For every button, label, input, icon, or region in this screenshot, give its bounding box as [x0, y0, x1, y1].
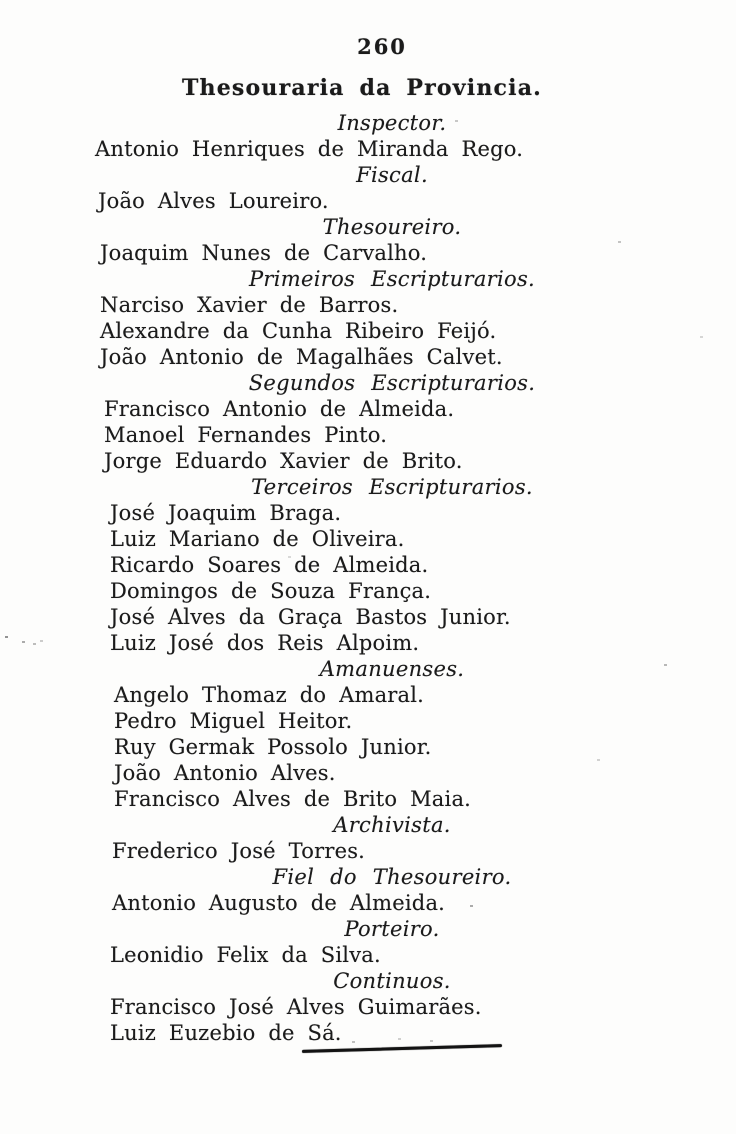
name-list: [68, 500, 668, 656]
name-list: [68, 136, 668, 162]
section-heading: Fiel do Thesoureiro.: [272, 865, 512, 889]
roster-section: [68, 266, 668, 370]
roster-section: [68, 916, 668, 968]
name-list: [68, 240, 668, 266]
name-list: [68, 994, 668, 1046]
person-name: João Antonio Alves.: [114, 761, 336, 785]
person-name: Antonio Henriques de Miranda Rego.: [95, 137, 524, 161]
person-name: Luiz Euzebio de Sá.: [110, 1021, 342, 1045]
roster-section: [68, 162, 668, 214]
name-list: [68, 682, 668, 812]
roster-section: [68, 968, 668, 1046]
section-heading: Inspector.: [337, 111, 447, 135]
page-number: 260: [357, 34, 407, 59]
name-list: [68, 942, 668, 968]
roster-section: [68, 656, 668, 812]
name-list: [68, 188, 668, 214]
section-heading: Fiscal.: [356, 163, 428, 187]
section-heading: Segundos Escripturarios.: [248, 371, 536, 395]
person-name: José Alves da Graça Bastos Junior.: [110, 605, 511, 629]
person-name: João Alves Loureiro.: [98, 189, 329, 213]
section-heading: Primeiros Escripturarios.: [248, 267, 535, 291]
person-name: Ricardo Soares de Almeida.: [110, 553, 429, 577]
section-heading: Archivista.: [333, 813, 451, 837]
roster-section: [68, 812, 668, 864]
section-heading: Amanuenses.: [319, 657, 465, 681]
section-heading: Continuos.: [333, 969, 451, 993]
person-name: Leonidio Felix da Silva.: [110, 943, 381, 967]
roster-section: [68, 214, 668, 266]
name-list: [68, 838, 668, 864]
person-name: Manoel Fernandes Pinto.: [104, 423, 388, 447]
person-name: José Joaquim Braga.: [110, 501, 342, 525]
person-name: Pedro Miguel Heitor.: [114, 709, 353, 733]
person-name: Domingos de Souza França.: [110, 579, 432, 603]
section-heading: Thesoureiro.: [322, 215, 462, 239]
person-name: João Antonio de Magalhães Calvet.: [100, 345, 503, 369]
person-name: Jorge Eduardo Xavier de Brito.: [104, 449, 463, 473]
name-list: [68, 396, 668, 474]
section-heading: Porteiro.: [344, 917, 440, 941]
scan-noise: [0, 0, 3, 2]
roster-section: [68, 474, 668, 656]
name-list: [68, 292, 668, 370]
staff-roster: [68, 110, 668, 1046]
person-name: Luiz Mariano de Oliveira.: [110, 527, 405, 551]
page-title: Thesouraria da Provincia.: [181, 75, 543, 101]
person-name: Francisco José Alves Guimarães.: [110, 995, 482, 1019]
person-name: Angelo Thomaz do Amaral.: [114, 683, 425, 707]
roster-section: [68, 370, 668, 474]
person-name: Frederico José Torres.: [112, 839, 366, 863]
person-name: Francisco Alves de Brito Maia.: [114, 787, 472, 811]
name-list: [68, 890, 668, 916]
person-name: Francisco Antonio de Almeida.: [104, 397, 455, 421]
section-heading: Terceiros Escripturarios.: [251, 475, 533, 499]
person-name: Luiz José dos Reis Alpoim.: [110, 631, 420, 655]
roster-section: [68, 864, 668, 916]
roster-section: [68, 110, 668, 162]
person-name: Alexandre da Cunha Ribeiro Feijó.: [100, 319, 497, 343]
person-name: Ruy Germak Possolo Junior.: [114, 735, 432, 759]
person-name: Narciso Xavier de Barros.: [100, 293, 399, 317]
person-name: Joaquim Nunes de Carvalho.: [100, 241, 428, 265]
person-name: Antonio Augusto de Almeida.: [112, 891, 446, 915]
